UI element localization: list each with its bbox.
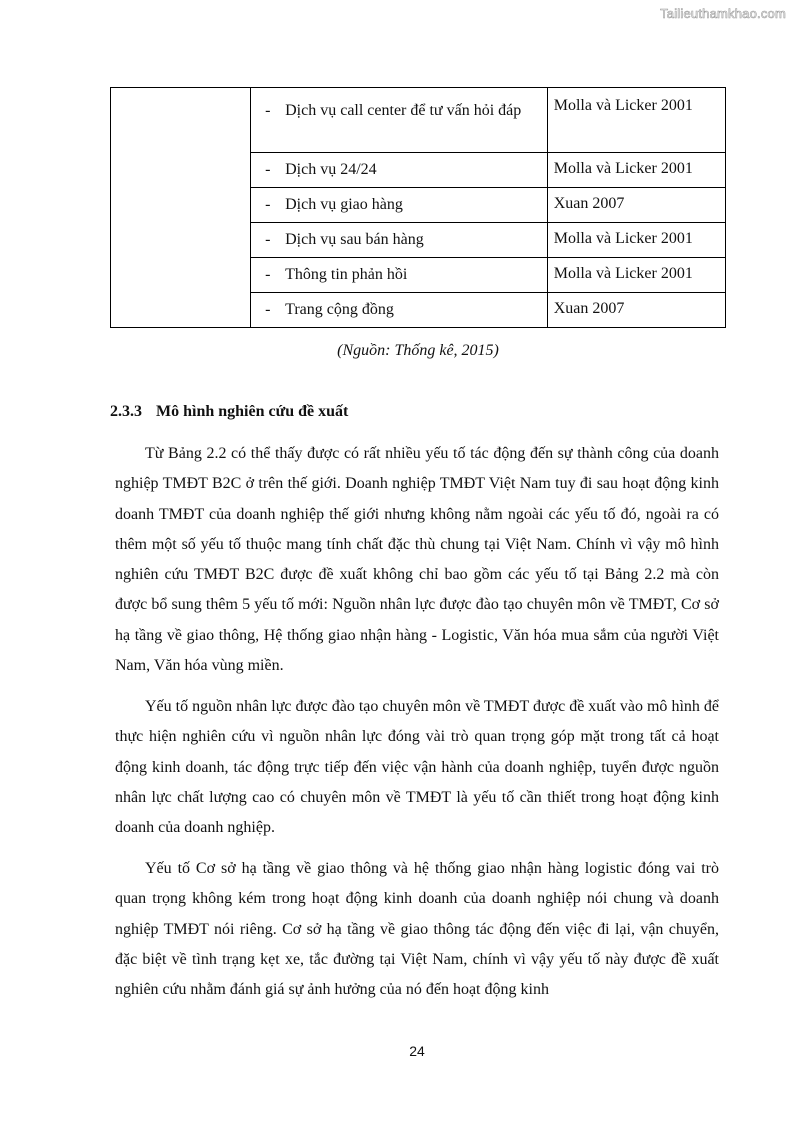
dash-bullet: - — [265, 231, 271, 248]
dash-bullet: - — [265, 266, 271, 283]
dash-bullet: - — [265, 102, 271, 119]
section-heading — [110, 403, 348, 421]
item-text: Thông tin phản hồi — [285, 266, 408, 283]
source-cell — [547, 258, 725, 293]
source-text: Xuan 2007 — [553, 195, 625, 212]
item-cell — [251, 153, 548, 188]
source-text: Molla và Licker 2001 — [553, 160, 693, 177]
item-cell — [251, 88, 548, 153]
factor-table — [110, 87, 726, 328]
item-text: Dịch vụ 24/24 — [285, 161, 377, 178]
source-cell — [547, 188, 725, 223]
source-text: Molla và Licker 2001 — [553, 230, 693, 247]
item-text: Trang cộng đồng — [285, 301, 394, 318]
source-text: Xuan 2007 — [553, 300, 625, 317]
source-cell — [547, 153, 725, 188]
body-paragraph: Yếu tố Cơ sở hạ tầng về giao thông và hệ thống giao nhận hàng logistic đóng vai trò quan trọng không kém trong hoạt động kinh doanh của doanh nghiệp nói chung và doanh nghiệp TMĐT nói riêng. Cơ sở hạ tầng về giao thông tác động đến việc đi lại, vận chuyển, đặc biệt về tình trạng kẹt xe, tắc đường tại Việt Nam, chính vì vậy yếu tố này được đề xuất nghiên cứu nhằm đánh giá sự ảnh hưởng của nó đến hoạt động kinh — [115, 860, 719, 999]
group-cell — [111, 88, 251, 328]
item-cell — [251, 293, 548, 328]
item-cell — [251, 188, 548, 223]
table-source-caption: (Nguồn: Thống kê, 2015) — [337, 342, 499, 359]
source-cell — [547, 88, 725, 153]
source-cell — [547, 223, 725, 258]
dash-bullet: - — [265, 161, 271, 178]
page-number: 24 — [409, 1043, 425, 1059]
section-title: Mô hình nghiên cứu đề xuất — [156, 403, 349, 420]
dash-bullet: - — [265, 301, 271, 318]
item-text: Dịch vụ sau bán hàng — [285, 231, 424, 248]
item-text: Dịch vụ call center để tư vấn hỏi đáp — [285, 102, 522, 119]
table-row — [111, 88, 726, 153]
watermark: Tailieuthamkhao.com — [660, 6, 786, 21]
item-cell — [251, 258, 548, 293]
dash-bullet: - — [265, 196, 271, 213]
item-text: Dịch vụ giao hàng — [285, 196, 403, 213]
body-paragraph: Yếu tố nguồn nhân lực được đào tạo chuyên môn về TMĐT được đề xuất vào mô hình để thực hiện nghiên cứu vì nguồn nhân lực đóng vài trò quan trọng góp mặt trong tất cả hoạt động kinh doanh, tác động trực tiếp đến việc vận hành của doanh nghiệp, tuyển được nguồn nhân lực chất lượng cao có chuyên môn về TMĐT là yếu tố cần thiết trong hoạt động kinh doanh của doanh nghiệp. — [115, 698, 719, 837]
item-cell — [251, 223, 548, 258]
body-paragraph: Từ Bảng 2.2 có thể thấy được có rất nhiều yếu tố tác động đến sự thành công của doanh nghiệp TMĐT B2C ở trên thế giới. Doanh nghiệp TMĐT Việt Nam tuy đi sau hoạt động kinh doanh TMĐT của doanh nghiệp thế giới nhưng không nằm ngoài các yếu tố đó, ngoài ra có thêm một số yếu tố thuộc mang tính chất đặc thù chung tại Việt Nam. Chính vì vậy mô hình nghiên cứu TMĐT B2C được đề xuất không chỉ bao gồm các yếu tố tại Bảng 2.2 mà còn được bổ sung thêm 5 yếu tố mới: Nguồn nhân lực được đào tạo chuyên môn về TMĐT, Cơ sở hạ tầng về giao thông, Hệ thống giao nhận hàng - Logistic, Văn hóa mua sắm của người Việt Nam, Văn hóa vùng miền. — [115, 445, 719, 675]
source-text: Molla và Licker 2001 — [553, 265, 693, 282]
source-text: Molla và Licker 2001 — [553, 97, 693, 114]
source-cell — [547, 293, 725, 328]
section-number: 2.3.3 — [110, 403, 142, 420]
